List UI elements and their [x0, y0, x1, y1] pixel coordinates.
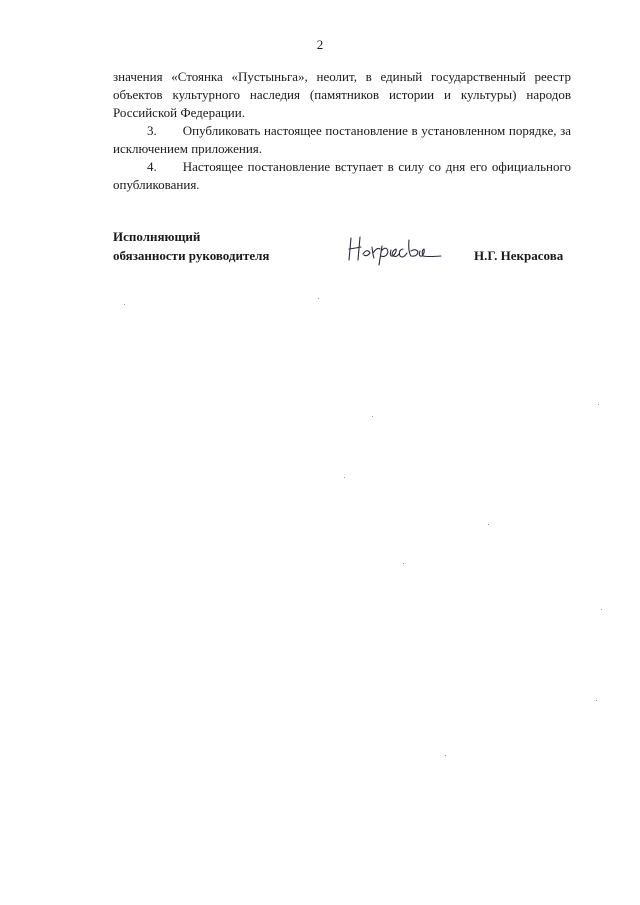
page-number: 2 [316, 37, 324, 52]
signatory-position-line-1: Исполняющий [113, 229, 201, 244]
scan-speck [596, 700, 597, 701]
scan-speck [344, 477, 345, 478]
signatory-position-line-2: обязанности руководителя [113, 248, 270, 263]
scan-speck [445, 755, 446, 756]
scan-speck [488, 524, 489, 525]
scan-speck [598, 404, 599, 405]
scan-speck [124, 304, 125, 305]
document-body [113, 68, 571, 194]
scan-speck [318, 298, 319, 299]
scan-speck [601, 609, 602, 610]
paragraph-item-3: 3. Опубликовать настоящее постановление в установленном порядке, за исключением приложения. [113, 123, 571, 156]
paragraph-item-4: 4. Настоящее постановление вступает в силу со дня его официального опубликования. [113, 159, 571, 192]
scan-speck [372, 416, 373, 417]
handwritten-signature [345, 232, 445, 268]
signatory-position [113, 227, 269, 265]
paragraph-continuation: значения «Стоянка «Пустыньга», неолит, в единый государственный реестр объектов культурного наследия (памятников истории и культуры) народов Российской Федерации. [113, 69, 571, 120]
scan-speck [403, 563, 404, 564]
signatory-name: Н.Г. Некрасова [474, 248, 564, 263]
